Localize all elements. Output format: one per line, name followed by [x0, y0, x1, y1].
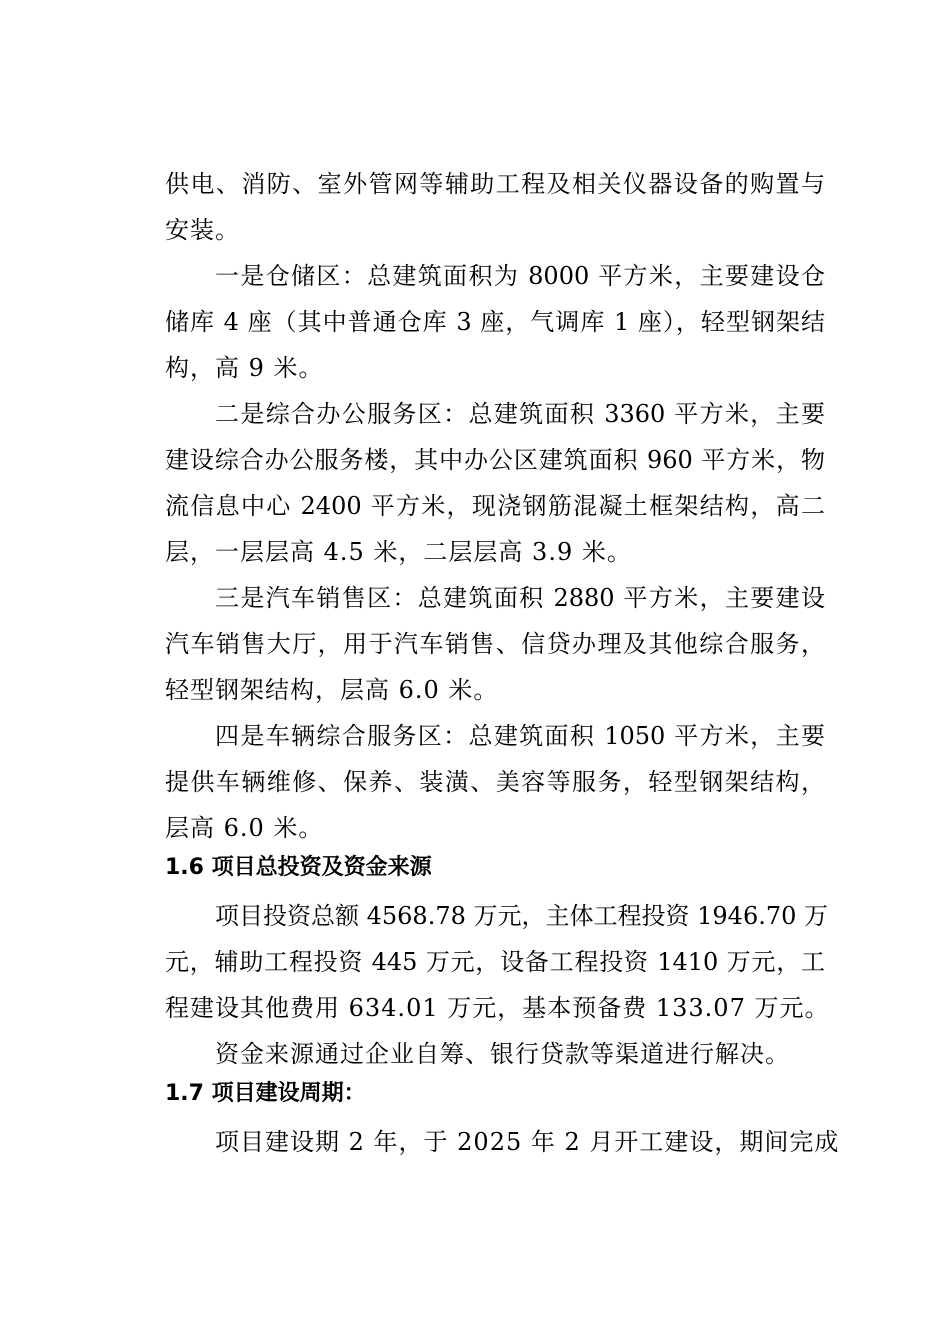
body-text-line: 元，辅助工程投资 445 万元，设备工程投资 1410 万元，工 — [165, 948, 825, 976]
body-text-line: 汽车销售大厅，用于汽车销售、信贷办理及其他综合服务， — [165, 630, 825, 658]
body-text-line: 一是仓储区：总建筑面积为 8000 平方米，主要建设仓 — [215, 262, 825, 290]
body-text-line: 四是车辆综合服务区：总建筑面积 1050 平方米，主要 — [215, 722, 825, 750]
body-text-line: 三是汽车销售区：总建筑面积 2880 平方米，主要建设 — [215, 584, 825, 612]
body-text-line: 供电、消防、室外管网等辅助工程及相关仪器设备的购置与 — [165, 170, 825, 198]
body-text-line: 储库 4 座（其中普通仓库 3 座，气调库 1 座），轻型钢架结 — [165, 308, 825, 336]
body-text-line: 提供车辆维修、保养、装潢、美容等服务，轻型钢架结构， — [165, 768, 825, 796]
body-text-line: 项目建设期 2 年，于 2025 年 2 月开工建设，期间完成 — [215, 1128, 840, 1156]
body-text-line: 安装。 — [165, 216, 240, 244]
body-text-line: 轻型钢架结构，层高 6.0 米。 — [165, 676, 499, 704]
body-text-line: 项目投资总额 4568.78 万元，主体工程投资 1946.70 万 — [215, 902, 829, 930]
body-text-line: 二是综合办公服务区：总建筑面积 3360 平方米，主要 — [215, 400, 825, 428]
body-text-line: 层高 6.0 米。 — [165, 814, 324, 842]
body-text-line: 资金来源通过企业自筹、银行贷款等渠道进行解决。 — [215, 1040, 790, 1068]
body-text-line: 建设综合办公服务楼，其中办公区建筑面积 960 平方米，物 — [165, 446, 825, 474]
body-text-line: 程建设其他费用 634.01 万元，基本预备费 133.07 万元。 — [165, 994, 830, 1022]
body-text-line: 层，一层层高 4.5 米，二层层高 3.9 米。 — [165, 538, 632, 566]
section-heading-1-6: 1.6 项目总投资及资金来源 — [165, 855, 432, 880]
section-heading-1-7: 1.7 项目建设周期： — [165, 1081, 366, 1106]
body-text-line: 流信息中心 2400 平方米，现浇钢筋混凝土框架结构，高二 — [165, 492, 825, 520]
body-text-line: 构，高 9 米。 — [165, 354, 324, 382]
